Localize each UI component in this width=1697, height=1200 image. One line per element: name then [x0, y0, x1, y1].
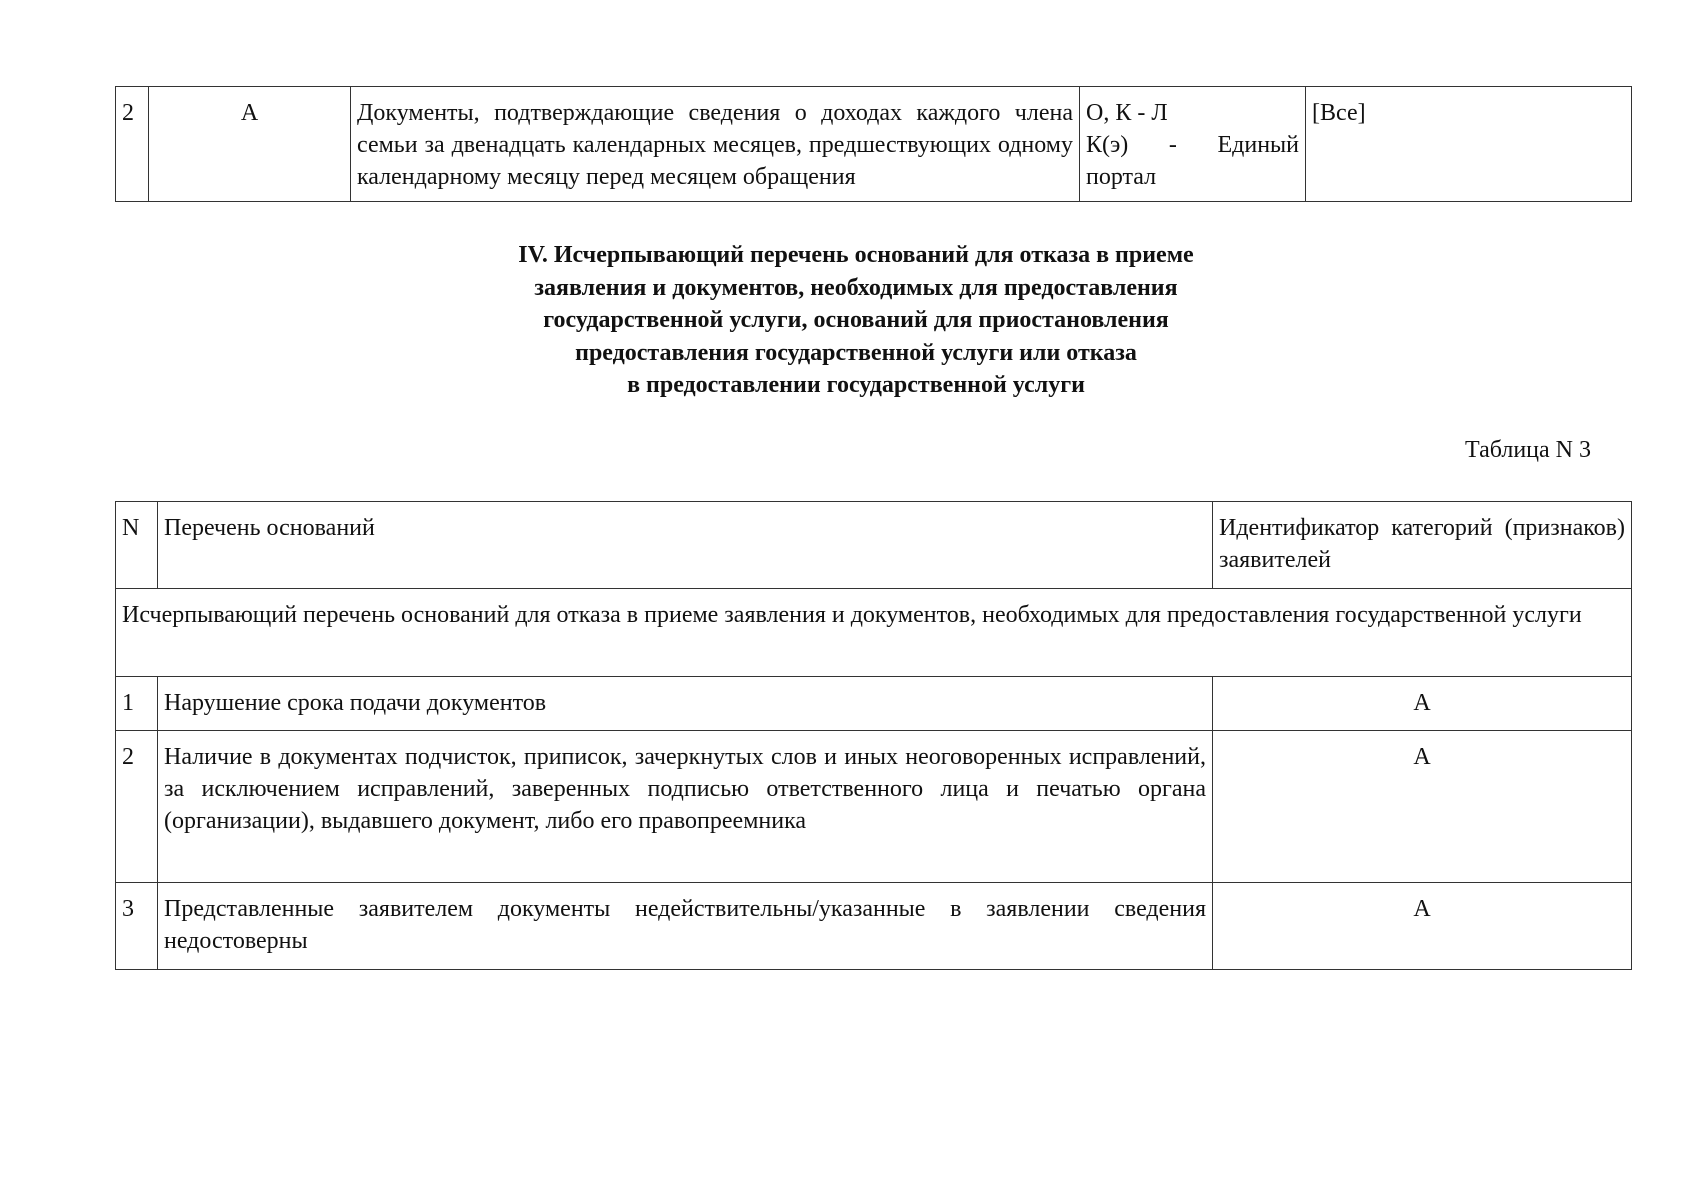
- section-title: [300, 239, 1412, 402]
- group-title-row: [116, 589, 1632, 677]
- table-caption: Таблица N 3: [1465, 437, 1591, 463]
- submission-method-line: К(э) - Единый портал: [1086, 132, 1299, 190]
- document-description-cell: Документы, подтверждающие сведения о доходах каждого члена семьи за двенадцать календарных месяцев, предшествующих одному календарному месяцу перед месяцем обращения: [351, 87, 1080, 202]
- section-title-line: предоставления государственной услуги или отказа: [575, 339, 1137, 366]
- documents-table-continuation: [115, 86, 1632, 202]
- row-number-cell: 1: [116, 677, 158, 731]
- header-number: N: [116, 502, 158, 589]
- table-row: [116, 883, 1632, 970]
- identifier-cell: А: [1213, 731, 1632, 883]
- refusal-grounds-table: [115, 501, 1632, 970]
- submission-method-line: О, К - Л: [1086, 100, 1168, 126]
- category-cell: А: [149, 87, 351, 202]
- submission-method-cell: [1080, 87, 1306, 202]
- identifier-cell: А: [1213, 883, 1632, 970]
- ground-text-cell: Нарушение срока подачи документов: [158, 677, 1213, 731]
- section-title-line: заявления и документов, необходимых для предоставления: [534, 274, 1178, 301]
- row-number-cell: 2: [116, 87, 149, 202]
- applies-to-cell: [Все]: [1306, 87, 1632, 202]
- row-number-cell: 3: [116, 883, 158, 970]
- header-identifier: Идентификатор категорий (признаков) заявителей: [1213, 502, 1632, 589]
- header-grounds: Перечень оснований: [158, 502, 1213, 589]
- table-row: [116, 87, 1632, 202]
- group-title-cell: Исчерпывающий перечень оснований для отказа в приеме заявления и документов, необходимых для предоставления государственной услуги: [116, 589, 1632, 677]
- ground-text-cell: Наличие в документах подчисток, приписок, зачеркнутых слов и иных неоговоренных исправлений, за исключением исправлений, заверенных подписью ответственного лица и печатью органа (организации), выдавшего документ, либо его правопреемника: [158, 731, 1213, 883]
- row-number-cell: 2: [116, 731, 158, 883]
- table-row: [116, 731, 1632, 883]
- ground-text-cell: Представленные заявителем документы недействительны/указанные в заявлении сведения недостоверны: [158, 883, 1213, 970]
- identifier-cell: А: [1213, 677, 1632, 731]
- section-title-line: в предоставлении государственной услуги: [627, 372, 1085, 398]
- section-title-line: государственной услуги, оснований для приостановления: [543, 307, 1169, 333]
- table-header-row: [116, 502, 1632, 589]
- section-title-line: IV. Исчерпывающий перечень оснований для отказа в приеме: [518, 242, 1194, 268]
- table-row: [116, 677, 1632, 731]
